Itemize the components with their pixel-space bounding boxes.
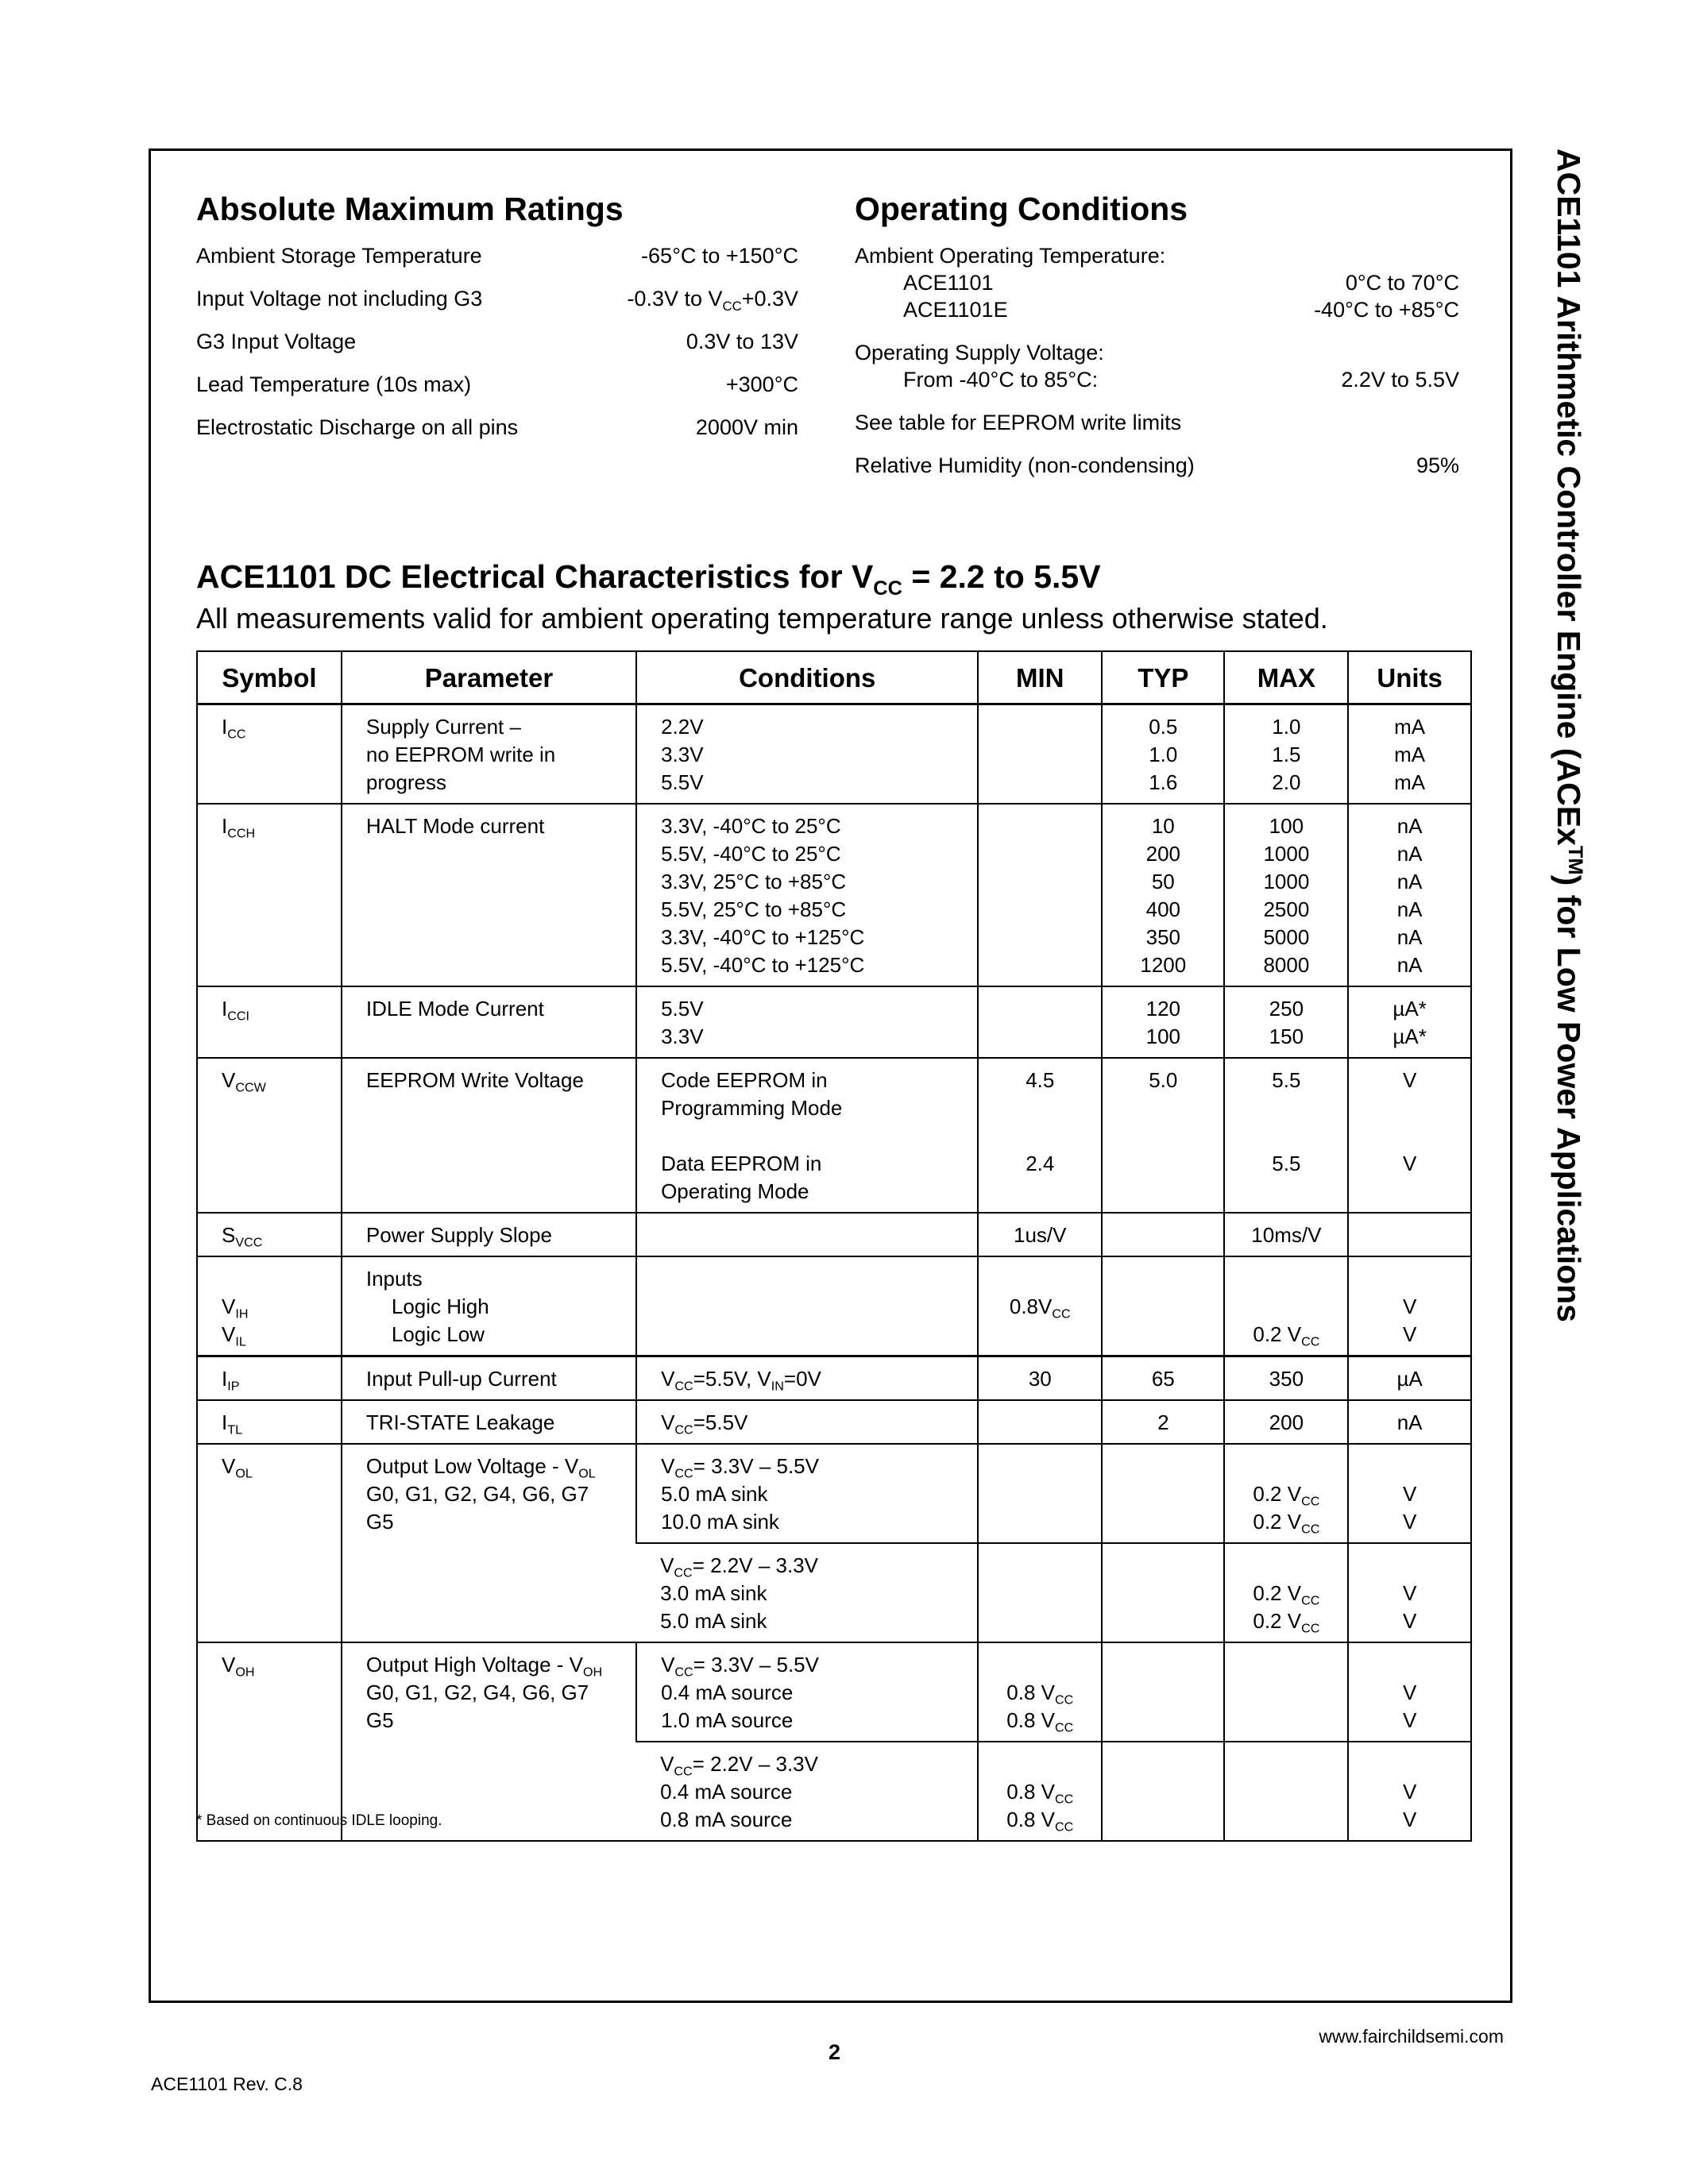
row-symbol: $I_{CCI}$	[197, 986, 342, 1058]
row-min	[978, 986, 1102, 1058]
row-conditions: $V_{CC}=5.5V$, $V_{IN}=0V$	[636, 1356, 978, 1401]
row-parameter: IDLE Mode Current	[342, 986, 636, 1058]
row-units: µA* µA*	[1348, 986, 1471, 1058]
op-cond-title: Operating Conditions	[855, 191, 1188, 227]
row-typ	[1102, 1543, 1224, 1642]
col-symbol: Symbol	[197, 651, 342, 704]
row-parameter: TRI-STATE Leakage	[342, 1400, 636, 1444]
op-cond-ace1101e-value: -40°C to +85°C	[1314, 298, 1459, 322]
row-min: 30	[978, 1356, 1102, 1401]
row-min: 1us/V	[978, 1213, 1102, 1256]
footer-url[interactable]: www.fairchildsemi.com	[1319, 2026, 1504, 2047]
row-max	[1224, 1642, 1348, 1742]
row-units: V V	[1348, 1444, 1471, 1543]
col-min: MIN	[978, 651, 1102, 704]
abs-max-value: -0.3V to $V_{CC}+0.3V$	[627, 287, 798, 314]
row-max: 0.2 $V_{CC}$ 0.2 $V_{CC}$	[1224, 1444, 1348, 1543]
op-cond-humidity-value: 95%	[1416, 453, 1459, 477]
row-min: 0.8 $V_{CC}$ 0.8 $V_{CC}$	[978, 1742, 1102, 1841]
abs-max-value: 0.3V to 13V	[686, 330, 798, 353]
abs-max-value: -65°C to +150°C	[641, 244, 798, 268]
page-number: 2	[829, 2040, 841, 2064]
row-typ	[1102, 1444, 1224, 1543]
dc-title: ACE1101 DC Electrical Characteristics for $V_{CC} = 2.2$ to 5.5V	[196, 558, 1101, 600]
row-symbol: $V_{OL}$	[197, 1444, 342, 1642]
row-units	[1348, 1213, 1471, 1256]
row-units: µA	[1348, 1356, 1471, 1401]
row-symbol: $I_{CCH}$	[197, 804, 342, 986]
row-symbol: $I_{CC}$	[222, 715, 246, 742]
row-conditions: 2.2V 3.3V 5.5V	[636, 704, 978, 805]
col-conditions: Conditions	[636, 651, 978, 704]
footer-revision: ACE1101 Rev. C.8	[151, 2074, 303, 2094]
op-cond-supply-range: From -40°C to 85°C:	[903, 368, 1099, 392]
row-min: 0.8 $V_{CC}$ 0.8 $V_{CC}$	[978, 1642, 1102, 1742]
row-conditions: $V_{CC}= 2.2V - 3.3V$ 3.0 mA sink 5.0 mA sink	[636, 1543, 978, 1642]
row-typ: 10 200 50 400 350 1200	[1102, 804, 1224, 986]
abs-max-value: +300°C	[725, 372, 798, 396]
row-units: V V	[1348, 1742, 1471, 1841]
abs-max-value: 2000V min	[695, 415, 798, 439]
row-parameter: Power Supply Slope	[342, 1213, 636, 1256]
row-conditions	[636, 1213, 978, 1256]
row-min	[978, 1444, 1102, 1543]
dc-characteristics-table	[196, 650, 1472, 1842]
row-conditions: 5.5V 3.3V	[636, 986, 978, 1058]
row-parameter: Output High Voltage - $V_{OH}$ G0, G1, G2, G4, G6, G7 G5	[342, 1642, 636, 1841]
row-min: $0.8V_{CC}$	[978, 1256, 1102, 1356]
row-units: V V	[1348, 1543, 1471, 1642]
op-cond-ace1101e: ACE1101E	[903, 298, 1008, 322]
dc-subtitle: All measurements valid for ambient operating temperature range unless otherwise stated.	[196, 602, 1328, 635]
row-min	[978, 704, 1102, 805]
row-min	[978, 1400, 1102, 1444]
op-cond-supply-label: Operating Supply Voltage:	[855, 341, 1104, 365]
row-units: V V	[1348, 1058, 1471, 1213]
row-units: nA nA nA nA nA nA	[1348, 804, 1471, 986]
row-typ: 65	[1102, 1356, 1224, 1401]
row-min	[978, 804, 1102, 986]
row-parameter: Inputs Logic High Logic Low	[342, 1256, 636, 1356]
op-cond-humidity-label: Relative Humidity (non-condensing)	[855, 453, 1195, 477]
row-typ	[1102, 1642, 1224, 1742]
row-typ: 120 100	[1102, 986, 1224, 1058]
table-header-row	[197, 651, 1471, 704]
row-parameter: Input Pull-up Current	[342, 1356, 636, 1401]
row-units: nA	[1348, 1400, 1471, 1444]
col-typ: TYP	[1102, 651, 1224, 704]
row-symbol: $V_{IH}$ $V_{IL}$	[197, 1256, 342, 1356]
row-parameter: Supply Current – no EEPROM write in progress	[342, 704, 636, 805]
row-max: 10ms/V	[1224, 1213, 1348, 1256]
row-max: 5.5 5.5	[1224, 1058, 1348, 1213]
table-row	[197, 1058, 1471, 1213]
table-row	[197, 1213, 1471, 1256]
row-min: 4.5 2.4	[978, 1058, 1102, 1213]
abs-max-label: Ambient Storage Temperature	[196, 244, 482, 268]
row-typ	[1102, 1256, 1224, 1356]
row-conditions: Code EEPROM in Programming Mode Data EEPROM in Operating Mode	[636, 1058, 978, 1213]
col-parameter: Parameter	[342, 651, 636, 704]
abs-max-label: G3 Input Voltage	[196, 330, 357, 353]
op-cond-ace1101-value: 0°C to 70°C	[1345, 271, 1459, 295]
table-row	[197, 1400, 1471, 1444]
op-cond-ambient-label: Ambient Operating Temperature:	[855, 244, 1166, 268]
row-units: V V	[1348, 1256, 1471, 1356]
table-row	[197, 704, 1471, 805]
op-cond-supply-value: 2.2V to 5.5V	[1341, 368, 1459, 392]
row-symbol: $V_{OH}$	[197, 1642, 342, 1841]
row-conditions	[636, 1256, 978, 1356]
row-max: 200	[1224, 1400, 1348, 1444]
table-row	[197, 986, 1471, 1058]
abs-max-label: Input Voltage not including G3	[196, 287, 483, 311]
row-conditions: 3.3V, -40°C to 25°C 5.5V, -40°C to 25°C 3.3V, 25°C to +85°C 5.5V, 25°C to +85°C 3.3V, -40°C to +125°C 5.5V, -40°C to +125°C	[636, 804, 978, 986]
abs-max-label: Lead Temperature (10s max)	[196, 372, 472, 396]
row-symbol: $I_{IP}$	[197, 1356, 342, 1401]
side-title-text: ACE1101 Arithmetic Controller Engine (ACEx™) for Low Power Applications	[1551, 149, 1587, 1322]
row-max: 0.2 $V_{CC}$	[1224, 1256, 1348, 1356]
abs-max-title: Absolute Maximum Ratings	[196, 191, 624, 227]
table-row	[197, 1642, 1471, 1742]
table-row	[197, 1444, 1471, 1543]
row-max	[1224, 1742, 1348, 1841]
row-symbol: $I_{TL}$	[197, 1400, 342, 1444]
row-max: 0.2 $V_{CC}$ 0.2 $V_{CC}$	[1224, 1543, 1348, 1642]
row-typ: 0.5 1.0 1.6	[1102, 704, 1224, 805]
row-typ	[1102, 1742, 1224, 1841]
op-cond-eeprom-note: See table for EEPROM write limits	[855, 411, 1182, 434]
row-max: 250 150	[1224, 986, 1348, 1058]
table-row	[197, 1256, 1471, 1356]
row-max: 1.0 1.5 2.0	[1224, 704, 1348, 805]
row-conditions: $V_{CC}=5.5V$	[636, 1400, 978, 1444]
col-units: Units	[1348, 651, 1471, 704]
row-symbol: $S_{VCC}$	[197, 1213, 342, 1256]
table-row	[197, 804, 1471, 986]
row-parameter: HALT Mode current	[342, 804, 636, 986]
row-units: mA mA mA	[1348, 704, 1471, 805]
col-max: MAX	[1224, 651, 1348, 704]
row-typ: 2	[1102, 1400, 1224, 1444]
row-parameter: Output Low Voltage - $V_{OL}$ G0, G1, G2, G4, G6, G7 G5	[342, 1444, 636, 1642]
row-symbol: $V_{CCW}$	[197, 1058, 342, 1213]
row-max: 350	[1224, 1356, 1348, 1401]
footnote: * Based on continuous IDLE looping.	[196, 1812, 442, 1829]
row-conditions: $V_{CC}= 3.3V - 5.5V$ 5.0 mA sink 10.0 mA sink	[636, 1444, 978, 1543]
table-row	[197, 1356, 1471, 1401]
row-max: 100 1000 1000 2500 5000 8000	[1224, 804, 1348, 986]
row-conditions: $V_{CC}= 3.3V - 5.5V$ 0.4 mA source 1.0 mA source	[636, 1642, 978, 1742]
row-units: V V	[1348, 1642, 1471, 1742]
row-min	[978, 1543, 1102, 1642]
row-parameter: EEPROM Write Voltage	[342, 1058, 636, 1213]
row-conditions: $V_{CC}= 2.2V - 3.3V$ 0.4 mA source 0.8 mA source	[636, 1742, 978, 1841]
row-typ: 5.0	[1102, 1058, 1224, 1213]
row-typ	[1102, 1213, 1224, 1256]
abs-max-label: Electrostatic Discharge on all pins	[196, 415, 519, 439]
op-cond-ace1101: ACE1101	[903, 271, 994, 295]
